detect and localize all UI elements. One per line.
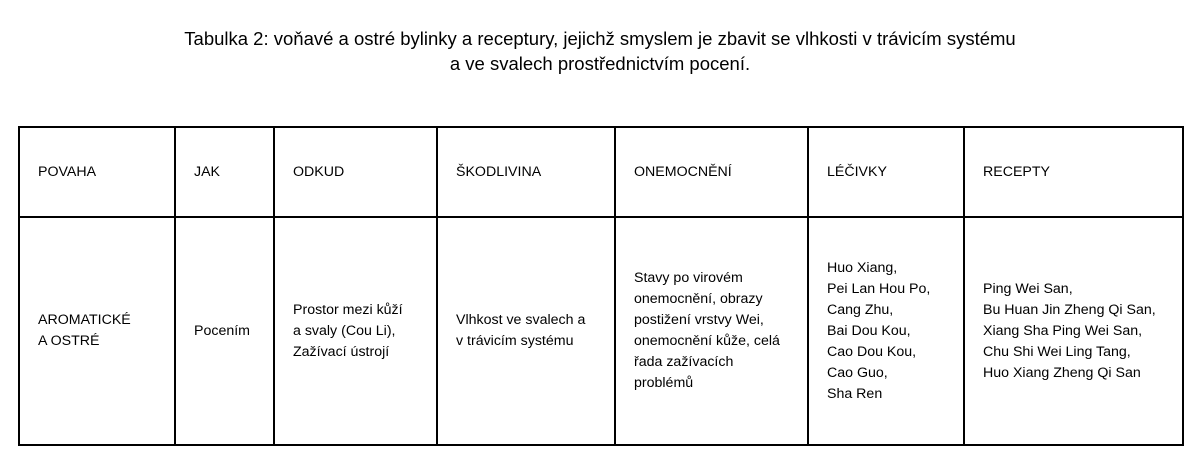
herbs-table [18, 126, 1184, 446]
header-onemocneni: ONEMOCNĚNÍ [615, 127, 808, 217]
cell-odkud-text: Prostor mezi kůží a svaly (Cou Li), Zažívací ústrojí [293, 301, 403, 360]
cell-lecivky-text: Huo Xiang, Pei Lan Hou Po, Cang Zhu, Bai Dou Kou, Cao Dou Kou, Cao Guo, Sha Ren [827, 259, 931, 402]
cell-jak-text: Pocením [194, 322, 250, 339]
cell-recepty-text: Ping Wei San, Bu Huan Jin Zheng Qi San, Xiang Sha Ping Wei San, Chu Shi Wei Ling Tang, Huo Xiang Zheng Qi San [983, 280, 1156, 381]
caption-line-2: a ve svalech prostřednictvím pocení. [449, 53, 751, 74]
header-skodlivina: ŠKODLIVINA [437, 127, 615, 217]
cell-povaha [19, 217, 175, 445]
cell-jak [175, 217, 274, 445]
cell-onemocneni-text: Stavy po virovém onemocnění, obrazy postižení vrstvy Wei, onemocnění kůže, celá řada zažívacích problémů [634, 270, 780, 391]
header-jak: JAK [175, 127, 274, 217]
header-recepty: RECEPTY [964, 127, 1183, 217]
table-row [19, 217, 1183, 445]
table-header-row [19, 127, 1183, 217]
cell-skodlivina [437, 217, 615, 445]
cell-skodlivina-text: Vlhkost ve svalech a v trávicím systému [456, 312, 586, 349]
cell-povaha-text: AROMATICKÉ A OSTRÉ [38, 312, 131, 349]
cell-onemocneni [615, 217, 808, 445]
header-povaha: POVAHA [19, 127, 175, 217]
cell-odkud [274, 217, 437, 445]
cell-lecivky [808, 217, 964, 445]
caption-line-1: Tabulka 2: voňavé a ostré bylinky a receptury, jejichž smyslem je zbavit se vlhkosti v trávicím systému [184, 28, 1016, 49]
table-caption [0, 26, 1200, 76]
header-lecivky: LÉČIVKY [808, 127, 964, 217]
header-odkud: ODKUD [274, 127, 437, 217]
cell-recepty [964, 217, 1183, 445]
